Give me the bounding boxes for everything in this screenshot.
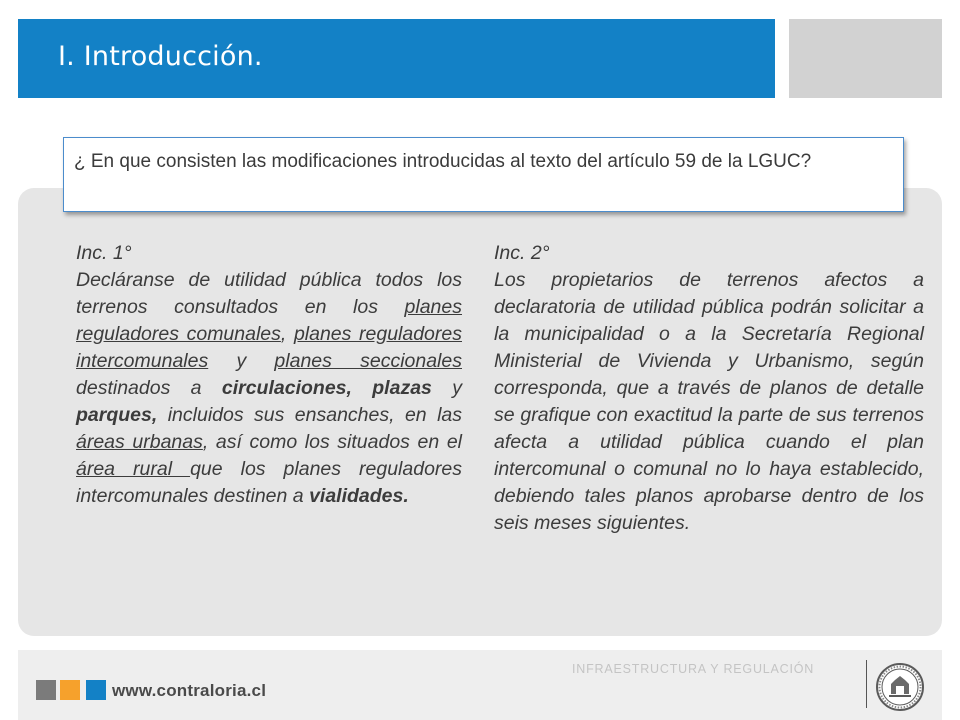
footer-divider: [866, 660, 867, 708]
slide-title: I. Introducción.: [58, 41, 263, 72]
footer-square-blue: [86, 680, 106, 700]
inc-1-text: [76, 267, 462, 510]
inc-1-segment: y: [208, 350, 275, 372]
inc-1-underlined-term: planes seccionales: [274, 350, 462, 372]
inc-1-bold-term: circulaciones, plazas: [221, 377, 432, 399]
footer-square-orange: [60, 680, 80, 700]
footer-square-gray: [36, 680, 56, 700]
inc-1-underlined-term: áreas urbanas: [76, 431, 203, 453]
footer-caption: INFRAESTRUCTURA Y REGULACIÓN: [572, 662, 815, 676]
inc-1-segment: destinados a: [76, 377, 222, 399]
header-accent-box: [789, 19, 942, 98]
inc-1-underlined-term: planes reguladores intercomunales: [76, 323, 462, 372]
inc-1-segment: incluidos sus ensanches, en las: [157, 404, 462, 426]
inc-1-label: Inc. 1°: [76, 242, 132, 264]
inc-1-underlined-term: área rural: [76, 458, 191, 480]
inc-1-segment: y: [431, 377, 462, 399]
website-link[interactable]: www.contraloria.cl: [112, 681, 267, 700]
inc-1-underlined-term: planes reguladores comunales: [76, 296, 462, 345]
inc-1-segment: Decláranse de utilidad pública todos los terrenos consultados en los: [76, 269, 462, 318]
question-box: [63, 137, 904, 212]
inc-1-segment: , así como los situados en el: [202, 431, 463, 453]
inc-1-bold-term: parques,: [76, 404, 158, 426]
right-column: [494, 240, 924, 537]
question-text: ¿ En que consisten las modificaciones introducidas al texto del artículo 59 de la LGUC?: [74, 151, 812, 172]
contraloria-seal-icon: [875, 662, 925, 712]
inc-2-text: Los propietarios de terrenos afectos a declaratoria de utilidad pública podrán solicitar a la municipalidad o a la Secretaría Regional Ministerial de Vivienda y Urbanismo, según corresponda, que a través de planos de detalle se grafique con exactitud la parte de sus terrenos afecta a utilidad pública cuando el plan intercomunal o comunal no lo haya establecido, debiendo tales planos aprobarse dentro de los seis meses siguientes.: [494, 269, 924, 534]
title-bar: [18, 19, 775, 98]
inc-1-segment: que los planes reguladores intercomunales destinen a: [76, 458, 462, 507]
left-column: [76, 240, 462, 510]
inc-1-segment: ,: [280, 323, 294, 345]
inc-2-label: Inc. 2°: [494, 242, 550, 264]
inc-1-bold-term: vialidades.: [309, 485, 409, 507]
